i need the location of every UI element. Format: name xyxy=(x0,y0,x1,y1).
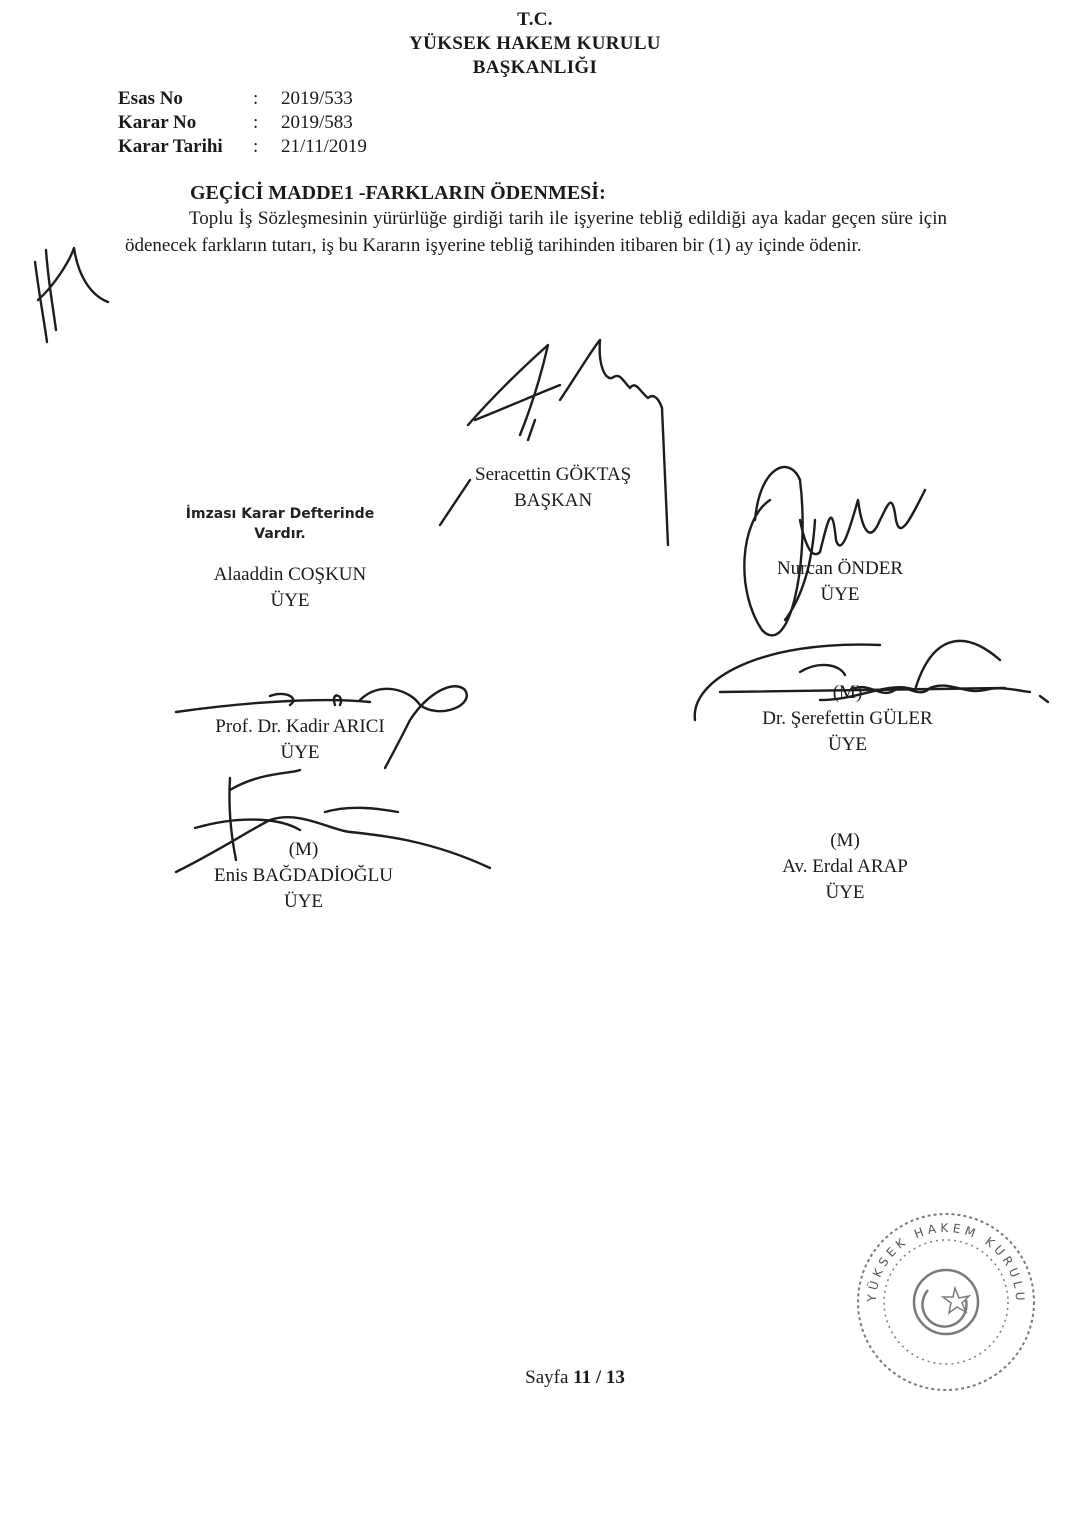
tarih-value: 21/11/2019 xyxy=(281,136,367,157)
stamp-note-line1: İmzası Karar Defterinde xyxy=(185,506,375,522)
document-header xyxy=(340,8,730,80)
president-block xyxy=(475,462,631,514)
member5-mark: (M) xyxy=(288,839,319,860)
header-line-presidency: BAŞKANLIĞI xyxy=(472,57,598,78)
member5-name: Enis BAĞDADİOĞLU xyxy=(214,865,393,886)
member6-name: Av. Erdal ARAP xyxy=(782,856,908,877)
member6-mark: (M) xyxy=(830,830,860,851)
karar-label: Karar No xyxy=(118,112,197,133)
esas-row xyxy=(118,87,367,111)
footer-current-page: 11 xyxy=(573,1367,592,1388)
esas-value: 2019/533 xyxy=(281,88,353,109)
karar-row xyxy=(118,111,367,135)
karar-value: 2019/583 xyxy=(281,112,353,133)
member4-name: Dr. Şerefettin GÜLER xyxy=(762,708,933,729)
seal-text: YÜKSEK HAKEM KURULU xyxy=(864,1220,1028,1305)
tarih-colon: : xyxy=(253,136,259,157)
stamp-note-line2: Vardır. xyxy=(254,526,306,542)
member2-block xyxy=(765,556,915,608)
footer-prefix: Sayfa xyxy=(525,1367,569,1388)
case-info xyxy=(118,87,367,159)
section-title: GEÇİCİ MADDE1 -FARKLARIN ÖDENMESİ: xyxy=(190,182,606,204)
member4-block xyxy=(745,680,950,758)
member3-name: Prof. Dr. Kadir ARICI xyxy=(215,716,385,737)
tarih-label: Karar Tarihi xyxy=(118,136,223,157)
member2-signature xyxy=(744,467,925,635)
page-footer xyxy=(0,1367,1080,1389)
member4-role: ÜYE xyxy=(827,734,868,755)
member6-role: ÜYE xyxy=(825,882,865,903)
member1-role: ÜYE xyxy=(270,590,310,611)
esas-label: Esas No xyxy=(118,88,183,109)
member5-block xyxy=(196,837,411,915)
footer-total-pages: 13 xyxy=(605,1367,625,1388)
header-line-institution: YÜKSEK HAKEM KURULU xyxy=(409,33,661,54)
section-paragraph: Toplu İş Sözleşmesinin yürürlüğe girdiği tarih ile işyerine tebliğ edildiği aya kadar geçen süre için ödenecek farkların tutarı, iş bu Kararın işyerine tebliğ tarihinden itibaren bir (1) ay içinde ödenir. xyxy=(125,208,947,256)
member6-block xyxy=(770,828,920,906)
member4-mark: (M) xyxy=(832,682,863,703)
president-signature xyxy=(440,340,668,545)
stamp-note xyxy=(180,504,380,544)
margin-initials-signature xyxy=(35,248,108,342)
footer-separator: / xyxy=(595,1367,602,1388)
section-body xyxy=(125,205,947,259)
esas-colon: : xyxy=(253,88,259,109)
tarih-row xyxy=(118,135,367,159)
president-name: Seracettin GÖKTAŞ xyxy=(475,464,632,485)
member2-role: ÜYE xyxy=(820,584,860,605)
member3-role: ÜYE xyxy=(280,742,320,763)
member1-block xyxy=(200,562,380,614)
member2-name: Nurcan ÖNDER xyxy=(776,558,904,579)
president-role: BAŞKAN xyxy=(514,490,593,511)
karar-colon: : xyxy=(253,112,259,133)
member3-block xyxy=(200,714,400,766)
header-line-tc: T.C. xyxy=(517,9,553,30)
seal-stamp xyxy=(858,1214,1034,1390)
member5-role: ÜYE xyxy=(283,891,324,912)
member1-name: Alaaddin COŞKUN xyxy=(213,564,367,585)
